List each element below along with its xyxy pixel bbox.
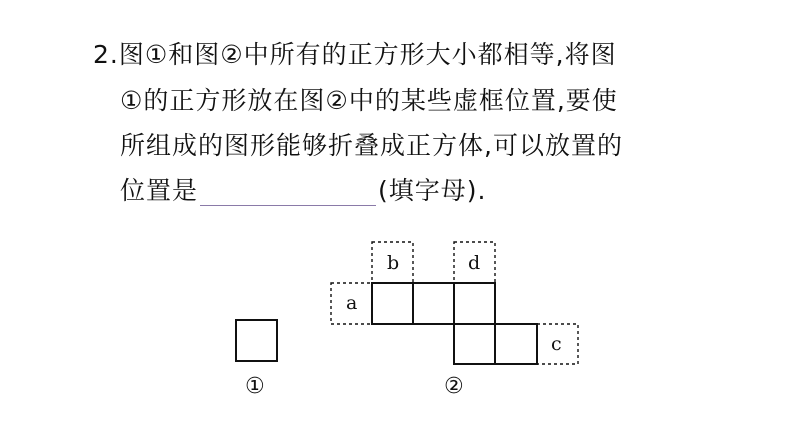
net-square-1 bbox=[372, 283, 413, 324]
question-text-4a: 位置是 bbox=[120, 176, 199, 205]
label-a: a bbox=[346, 292, 358, 314]
question-text-3: 所组成的图形能够折叠成正方体,可以放置的 bbox=[120, 131, 623, 160]
question-text-1: 图①和图②中所有的正方形大小都相等,将图 bbox=[118, 40, 617, 69]
net-square-5 bbox=[495, 324, 537, 364]
label-b: b bbox=[387, 252, 400, 274]
question-text-4b: (填字母). bbox=[378, 176, 487, 205]
caption-figure-2: ② bbox=[444, 374, 464, 399]
caption-figure-1: ① bbox=[245, 374, 265, 399]
figure-1-square bbox=[236, 320, 277, 361]
question-text-2: ①的正方形放在图②中的某些虚框位置,要使 bbox=[120, 86, 618, 115]
net-square-2 bbox=[413, 283, 454, 324]
label-c: c bbox=[551, 333, 562, 355]
net-square-4 bbox=[454, 324, 495, 364]
label-d: d bbox=[468, 252, 481, 274]
question-number: 2. bbox=[93, 40, 119, 69]
net-square-3 bbox=[454, 283, 495, 324]
